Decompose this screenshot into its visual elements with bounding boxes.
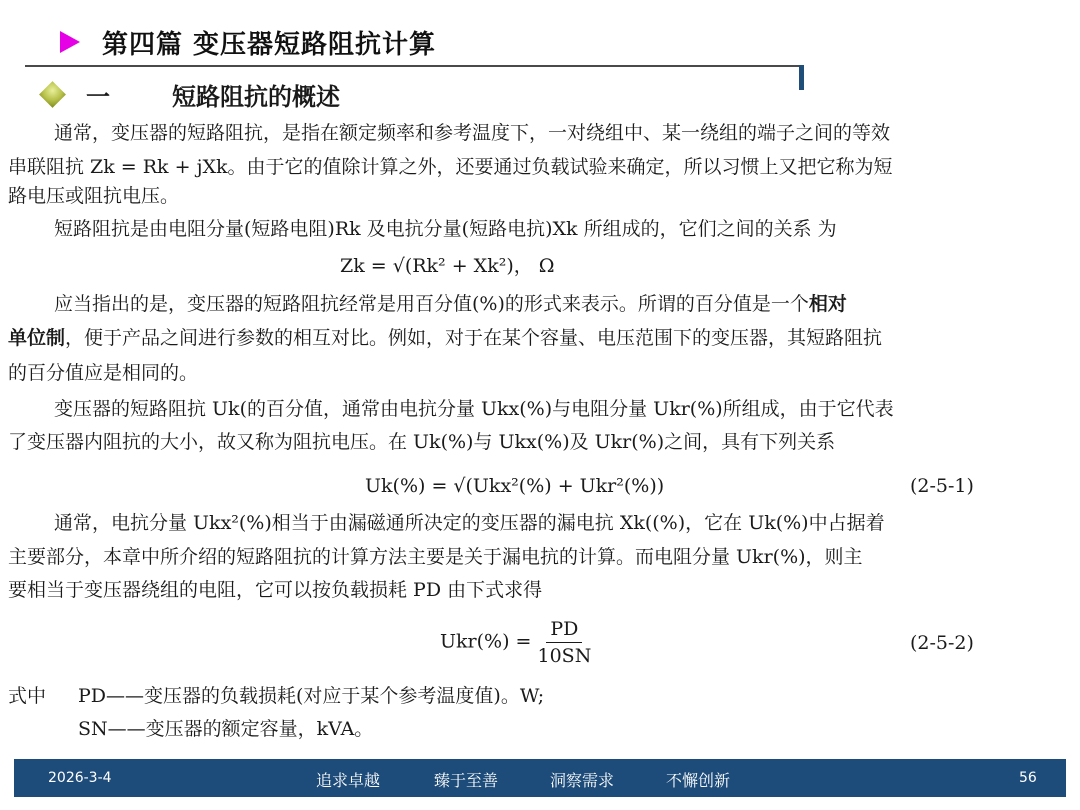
paragraph-text: ，便于产品之间进行参数的相互对比。例如，对于在某个容量、电压范围下的变压器，其短路阻抗 bbox=[65, 327, 883, 349]
equation-number: (2-5-1) bbox=[910, 475, 974, 497]
paragraph-line: 变压器的短路阻抗 Uk(的百分值，通常由电抗分量 Ukx(%)与电阻分量 Ukr(%)所组成，由于它代表 bbox=[54, 398, 894, 420]
paragraph-line bbox=[54, 291, 847, 317]
paragraph-line: 的百分值应是相同的。 bbox=[8, 362, 199, 384]
slide-footer bbox=[14, 759, 1066, 797]
section-heading bbox=[38, 76, 340, 112]
paragraph-line: 路电压或阻抗电压。 bbox=[8, 185, 180, 207]
equation-2-5-1: Uk(%) = √(Ukx²(%) + Ukr²(%)) bbox=[365, 475, 665, 497]
divider-end-mark bbox=[799, 65, 804, 90]
page-number: 56 bbox=[1019, 770, 1037, 786]
paragraph-line bbox=[8, 325, 882, 351]
equation-lhs: Ukr(%) = bbox=[440, 630, 532, 653]
diamond-bullet-icon bbox=[38, 80, 66, 108]
paragraph-line: 通常，变压器的短路阻抗，是指在额定频率和参考温度下，一对绕组中、某一绕组的端子之间的等效 bbox=[54, 122, 891, 144]
slide-header bbox=[60, 22, 436, 62]
fraction-denominator: 10SN bbox=[537, 645, 592, 667]
equation-fraction bbox=[538, 616, 592, 669]
equation-2-5-2 bbox=[440, 616, 591, 669]
equation-zk: Zk = √(Rk² + Xk²)， Ω bbox=[340, 255, 555, 277]
definition-line: SN——变压器的额定容量，kVA。 bbox=[78, 718, 374, 740]
paragraph-line: 短路阻抗是由电阻分量(短路电阻)Rk 及电抗分量(短路电抗)Xk 所组成的，它们之间的关系 为 bbox=[54, 218, 837, 240]
arrow-bullet-icon bbox=[60, 31, 80, 53]
paragraph-line: 要相当于变压器绕组的电阻，它可以按负载损耗 PD 由下式求得 bbox=[8, 579, 543, 601]
paragraph-line: 串联阻抗 Zk = Rk + jXk。由于它的值除计算之外，还要通过负载试验来确定，所以习惯上又把它称为短 bbox=[8, 156, 893, 178]
paragraph-text: 应当指出的是，变压器的短路阻抗经常是用百分值(%)的形式来表示。所谓的百分值是一个 bbox=[54, 293, 809, 315]
paragraph-line: 通常，电抗分量 Ukx²(%)相当于由漏磁通所决定的变压器的漏电抗 Xk((%)，它在 Uk(%)中占据着 bbox=[54, 512, 885, 534]
bold-term: 单位制 bbox=[8, 327, 66, 349]
slide-title: 第四篇 变压器短路阻抗计算 bbox=[102, 29, 437, 60]
footer-motto: 洞察需求 bbox=[550, 771, 615, 790]
paragraph-line: 了变压器内阻抗的大小，故又称为阻抗电压。在 Uk(%)与 Ukx(%)及 Ukr(%)之间，具有下列关系 bbox=[8, 431, 836, 453]
equation-number: (2-5-2) bbox=[910, 632, 974, 654]
footer-date: 2026-3-4 bbox=[48, 770, 112, 786]
paragraph-line: 主要部分，本章中所介绍的短路阻抗的计算方法主要是关于漏电抗的计算。而电阻分量 Ukr(%)，则主 bbox=[8, 546, 863, 568]
footer-motto: 追求卓越 bbox=[316, 771, 381, 790]
definition-line: PD——变压器的负载损耗(对应于某个参考温度值)。W; bbox=[78, 685, 545, 707]
section-title: 短路阻抗的概述 bbox=[172, 82, 340, 111]
fraction-numerator: PD bbox=[546, 616, 582, 643]
header-divider bbox=[25, 65, 803, 67]
where-label: 式中 bbox=[8, 685, 47, 707]
bold-term: 相对 bbox=[808, 293, 847, 315]
section-number: 一 bbox=[86, 82, 110, 111]
footer-motto: 臻于至善 bbox=[434, 771, 499, 790]
footer-motto: 不懈创新 bbox=[666, 771, 731, 790]
